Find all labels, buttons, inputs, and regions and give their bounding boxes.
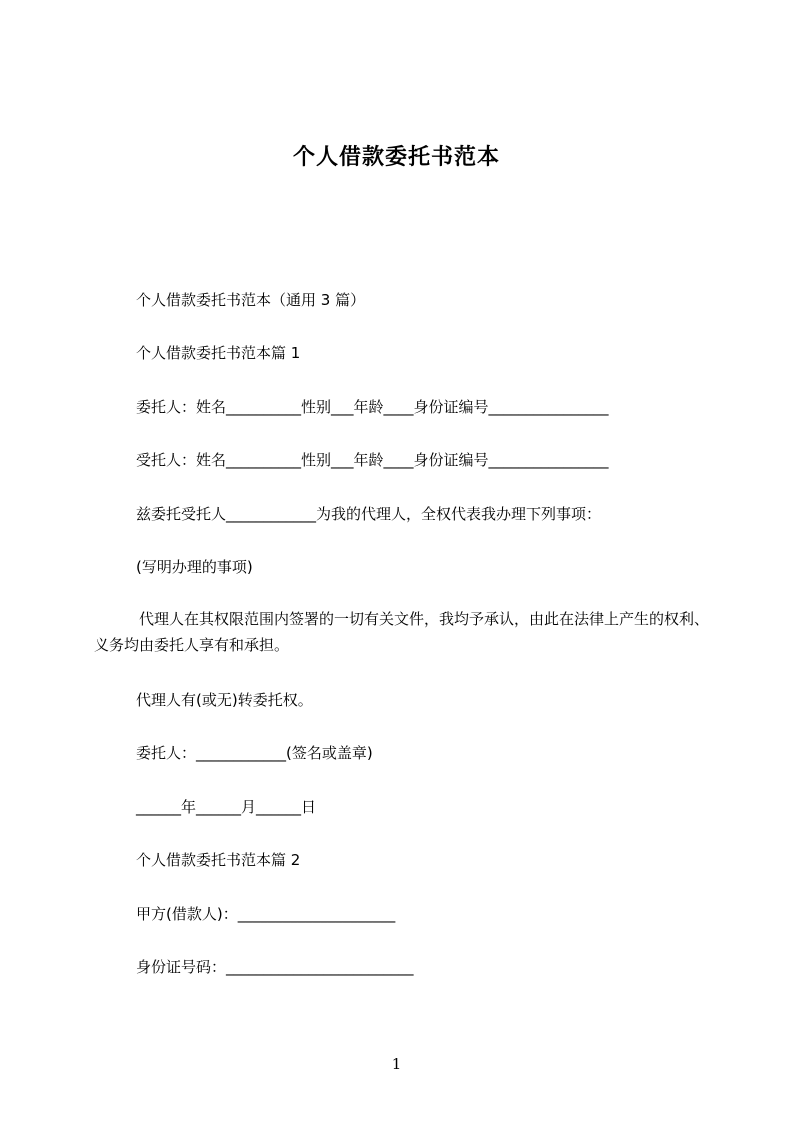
principal-info-line: 委托人：姓名__________性别___年龄____身份证编号________________ <box>136 398 609 416</box>
subdelegation-line: 代理人有(或无)转委托权。 <box>136 691 313 709</box>
document-subtitle: 个人借款委托书范本（通用 3 篇） <box>136 291 366 309</box>
party-a-line: 甲方(借款人)：_____________________ <box>136 905 396 923</box>
appointment-line: 兹委托受托人____________为我的代理人，全权代表我办理下列事项： <box>136 505 602 523</box>
id-number-line: 身份证号码：_________________________ <box>136 958 414 976</box>
document-title: 个人借款委托书范本 <box>292 145 500 170</box>
signature-line: 委托人：____________(签名或盖章) <box>136 744 373 762</box>
agent-info-line: 受托人：姓名__________性别___年龄____身份证编号________________ <box>136 451 609 469</box>
authority-paragraph: 代理人在其权限范围内签署的一切有关文件，我均予承认，由此在法律上产生的权利、义务均由委托人享有和承担。 <box>94 610 710 654</box>
matters-line: (写明办理的事项) <box>136 558 253 576</box>
section-heading-1: 个人借款委托书范本篇 1 <box>136 344 301 362</box>
date-line: ______年______月______日 <box>136 798 317 816</box>
page-number: 1 <box>391 1055 402 1073</box>
section-heading-2: 个人借款委托书范本篇 2 <box>136 851 301 869</box>
